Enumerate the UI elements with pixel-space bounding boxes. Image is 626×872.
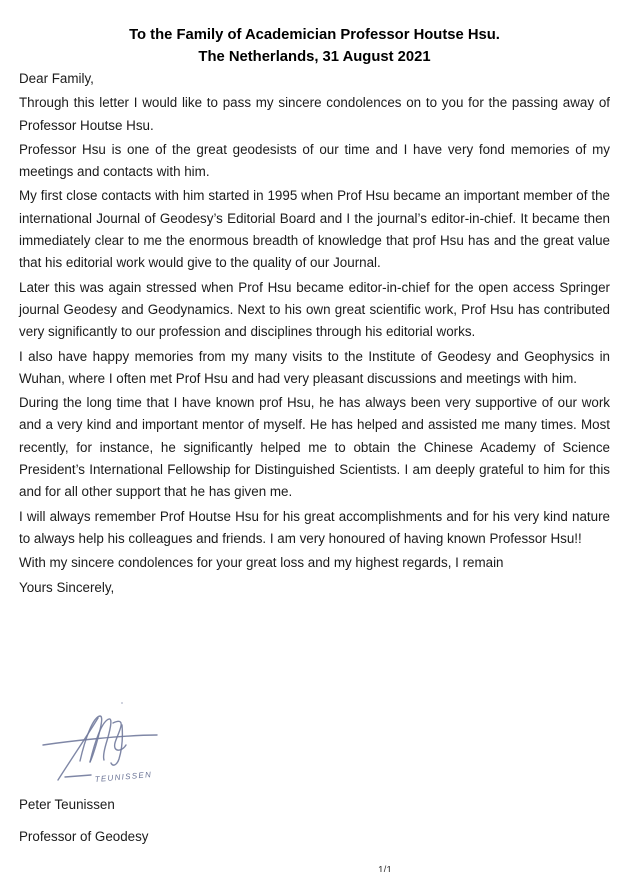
signature-image (25, 699, 185, 794)
letter-content (19, 0, 610, 601)
paragraph-4: Later this was again stressed when Prof Hsu became editor-in-chief for the open access Springer journal Geodesy and Geodynamics. Next to his own great scientific work, Prof Hsu has contributed very significantly to our profession and disciplines through his editorial works. (19, 279, 610, 340)
valediction: Yours Sincerely, (19, 579, 115, 595)
signature-underline (65, 775, 91, 777)
ink-dot (121, 702, 123, 704)
handwritten-signature (25, 699, 185, 794)
letter-date-line: The Netherlands, 31 August 2021 (198, 49, 431, 65)
page-number-footer: 1/1 (378, 865, 392, 872)
signature-descender (111, 725, 122, 765)
signature-horizontal-stroke (43, 735, 157, 745)
paragraph-6: During the long time that I have known prof Hsu, he has always been very supportive of our work and a very kind and important mentor of myself. He has helped and assisted me many times. Most recently, for instance, he significantly helped me to obtain the Chinese Academy of Science President’s International Fellowship for Distinguished Scientists. I am deeply grateful to him for this and for all other support that he has given me. (19, 395, 610, 500)
paragraph-1: Through this letter I would like to pass my sincere condolences on to you for the passing away of Professor Houtse Hsu. (19, 95, 610, 133)
paragraph-5: I also have happy memories from my many visits to the Institute of Geodesy and Geophysics in Wuhan, where I often met Prof Hsu and had very pleasant discussions and meetings with him. (19, 348, 610, 386)
signature-handwritten-name: TEUNISSEN (94, 770, 153, 784)
signature-diagonal-stroke (58, 718, 98, 780)
paragraph-3: My first close contacts with him started in 1995 when Prof Hsu became an important member of the international Journal of Geodesy’s Editorial Board and I the journal’s editor-in-chief. It became then immediately clear to me the enormous breadth of knowledge that prof Hsu has and the great value that his editorial work would give to the quality of our Journal. (19, 188, 610, 271)
signer-name: Peter Teunissen (19, 797, 115, 812)
letter-body (19, 68, 610, 599)
salutation: Dear Family, (19, 71, 94, 86)
signer-title: Professor of Geodesy (19, 829, 149, 844)
letter-title (19, 24, 610, 68)
closing-line: With my sincere condolences for your great loss and my highest regards, I remain (19, 555, 504, 571)
letter-title-line1: To the Family of Academician Professor Houtse Hsu. (129, 27, 500, 43)
paragraph-2: Professor Hsu is one of the great geodesists of our time and I have very fond memories of my meetings and contacts with him. (19, 141, 610, 180)
paragraph-7: I will always remember Prof Houtse Hsu for his great accomplishments and for his very kind nature to always help his colleagues and friends. I am very honoured of having known Professor Hsu!! (19, 508, 610, 546)
